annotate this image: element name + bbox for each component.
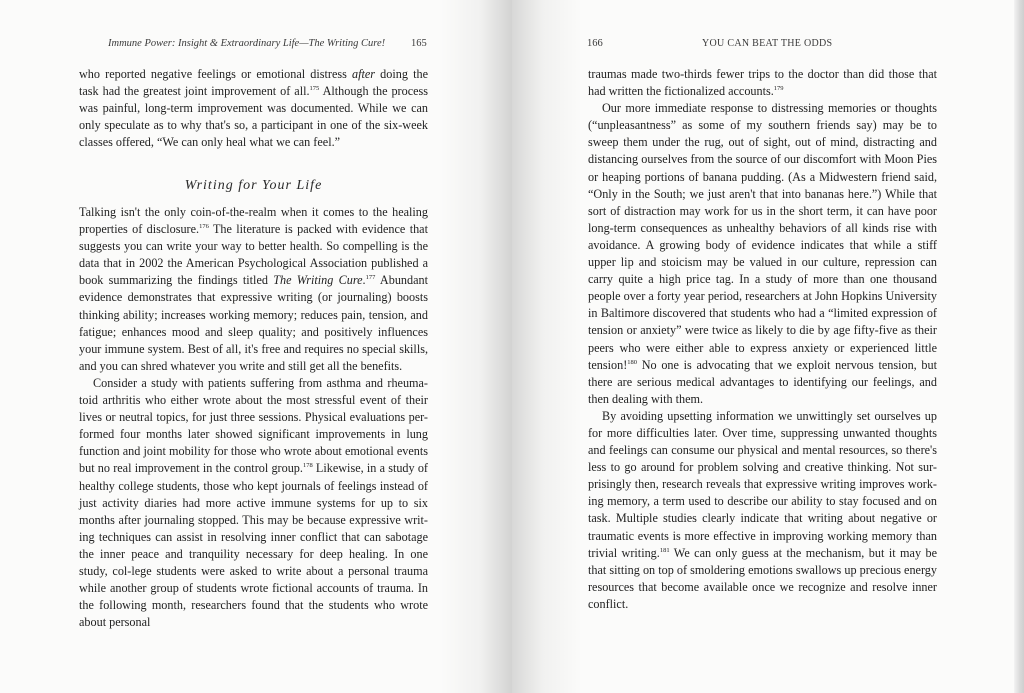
text-run: Our more immediate response to distressing memories or thoughts (“unpleasantness” as some of my southern friends say) may be to sweep them under the rug, out of sight, out of mind, distracting and distancing ourselves from the source of our discomfort with Moon Pies or heaping portions of banana pudding. (As a Midwestern friend said, “Only in the South; we just aren't that into bananas here.”) While that sort of distraction may work for us in the short term, it can have poor long-term consequences as unhealthy behaviors of all kinds rise with avoidance. A growing body of evidence indicates that while a stiff upper lip and stoicism may be valued in our culture, repression can carry quite a high price tag. In a study of more than one thousand people over a forty year period, researchers at John Hopkins University in Baltimore discovered that students who had a “limited expression of tension or anxiety” were twice as likely to die by age fifty-five as their peers who were either able to express anxiety or experienced little tension!: [588, 101, 937, 372]
paragraph: [588, 100, 937, 408]
text-run: Talking isn't the only coin-of-the-realm when it comes to the healing properties of disclosure.: [79, 205, 428, 237]
footnote-marker: 179: [773, 85, 784, 93]
page-edge: [1014, 0, 1024, 693]
emphasis: after: [352, 67, 376, 81]
footnote-marker: 175: [309, 85, 320, 93]
footnote-marker: 177: [365, 274, 376, 282]
text-run: who reported negative feelings or emotional distress: [79, 67, 352, 81]
text-run: .: [362, 273, 366, 288]
text-run: traumas made two-thirds fewer trips to the doctor than did those that had written the fictionalized accounts.: [588, 67, 937, 99]
text-run: No one is advocating that we exploit nervous tension, but there are serious medical advantages to identifying our feelings, and then dealing with them.: [588, 357, 937, 406]
gutter-shadow: [440, 0, 512, 693]
page-number-left: 165: [411, 38, 427, 49]
running-head-right: YOU CAN BEAT THE ODDS: [702, 38, 833, 49]
footnote-marker: 181: [659, 546, 670, 554]
footnote-marker: 178: [302, 462, 313, 470]
text-run: Abundant evidence demonstrates that expressive writing (or journaling) boosts thinking ability; increases working memory; reduces pain, tension, and fatigue; enhances mood and sleep quality; and positively influences your immune system. Best of all, it's free and requires no special skills, and you can shred whatever you write and still get all the benefits.: [79, 273, 428, 373]
running-head-left: Immune Power: Insight & Extraordinary Life—The Writing Cure!: [108, 38, 386, 49]
paragraph: [79, 66, 428, 151]
text-run: doing the task had the greatest joint improvement of all.: [79, 67, 428, 99]
text-run: We can only guess at the mechanism, but it may be that sitting on top of smoldering emotions swallows up precious energy resources that become available once we recognize and resolve inner conflict.: [588, 545, 937, 611]
section-heading: Writing for Your Life: [184, 178, 323, 193]
left-main-text: [79, 204, 428, 631]
page-number-right: 166: [587, 38, 603, 49]
book-title: The Writing Cure: [273, 273, 363, 288]
footnote-marker: 176: [199, 223, 209, 231]
paragraph: [588, 66, 937, 100]
text-run: Likewise, in a study of healthy college students, those who kept journals of feelings instead of just activity diaries had more active immune systems for up to six months after journaling stopped. This may be because expressive writ-ing techniques can assist in resolving inner conflict that can sabotage the inner peace and tranquility necessary for deep healing. In one study, col-lege students were asked to write about a personal trauma while another group of students wrote fictional accounts of trauma. In the following month, researchers found that the students who wrote about personal: [79, 461, 428, 630]
footnote-marker: 180: [627, 358, 638, 366]
paragraph: [79, 204, 428, 375]
text-run: Consider a study with patients suffering from asthma and rheuma-toid arthritis who either wrote about the most stressful event of their lives or neutral topics, for just three sessions. Physical evaluations per-formed four months later showed significant improvements in lung function and joint mobility for those who wrote about emotional events but no real improvement in the control group.: [79, 375, 428, 476]
left-intro-text: [79, 66, 428, 151]
gutter-shadow: [512, 0, 582, 693]
paragraph: [79, 375, 428, 631]
text-run: Although the process was painful, long-term improvement was documented. While we can only speculate as to why that's so, a participant in one of the six-week classes offered, “We can only heal what we can feel.”: [79, 84, 429, 150]
text-run: The literature is packed with evidence that suggests you can write your way to better health. So compelling is the data that in 2002 the American Psychological Association published a book summarizing the findings titled: [79, 222, 428, 288]
text-run: By avoiding upsetting information we unwittingly set ourselves up for more difficulties later. Over time, suppressing unwanted thoughts and feelings can consume our physical and mental resources, so there's less to go around for problem solving and creative thinking. Not sur-prisingly then, research reveals that expressive writing improves work-ing memory, a term used to describe our ability to stay focused and on task. Multiple studies clearly indicate that writing about negative or traumatic events is more effective in improving working memory than trivial writing.: [588, 408, 937, 560]
paragraph: [588, 408, 937, 613]
right-main-text: [588, 66, 937, 613]
